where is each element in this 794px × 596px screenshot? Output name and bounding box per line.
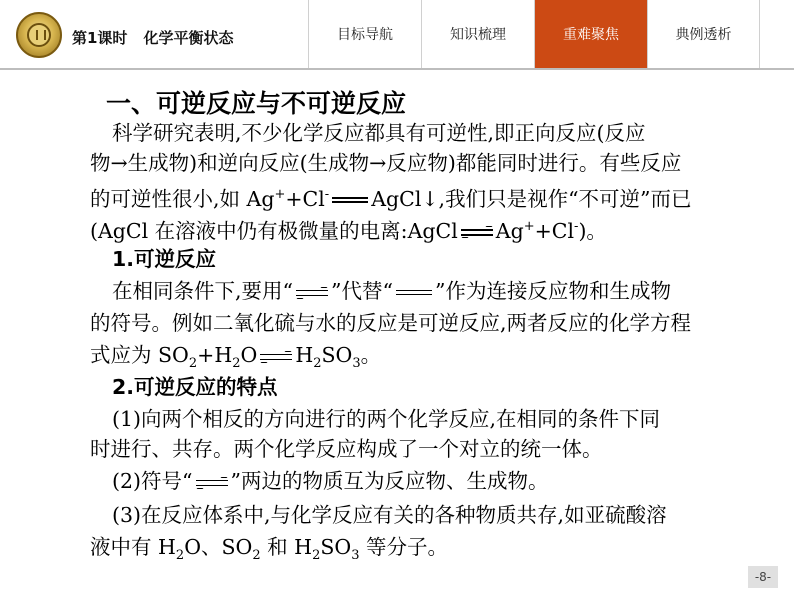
subsection-title: 1.可逆反应 (112, 247, 217, 271)
lesson-title (72, 27, 233, 48)
paragraph-line: 在相同条件下,要用“ ”代替“ ”作为连接反应物和生成物 (112, 279, 671, 303)
paragraph-line: (2)符号“ ”两边的物质互为反应物、生成物。 (112, 469, 549, 493)
section-heading: 一、可逆反应与不可逆反应 (106, 89, 407, 118)
paragraph-line: (3)在反应体系中,与化学反应有关的各种物质共存,如亚硫酸溶 (112, 503, 667, 527)
equals-sign-icon (394, 288, 434, 298)
school-logo-icon (16, 12, 62, 58)
page-number: -8- (748, 566, 778, 588)
paragraph-line: 的可逆性很小,如 Ag++Cl- AgCl↓,我们只是视作“不可逆”而已 (90, 186, 692, 211)
paragraph-line: 式应为 $SO_2+H_2O$ $H_2SO_3$。 (90, 343, 382, 372)
paragraph-line: (AgCl 在溶液中仍有极微量的电离:AgCl Ag++Cl-)。 (90, 218, 607, 243)
header-divider (0, 68, 794, 70)
paragraph-line: 液中有 $H_2O$、$SO_2$ 和 $H_2SO_3$ 等分子。 (90, 535, 449, 564)
tab-examples[interactable]: 典例透析 (647, 0, 760, 68)
paragraph-line: 时进行、共存。两个化学反应构成了一个对立的统一体。 (90, 437, 603, 461)
lesson-label: 第1课时 (72, 29, 128, 47)
reversible-arrow-icon (258, 351, 294, 363)
tab-objectives[interactable]: 目标导航 (308, 0, 421, 68)
reversible-arrow-icon (294, 287, 330, 299)
nav-tabs (308, 0, 760, 68)
tab-key-points[interactable]: 重难聚焦 (534, 0, 647, 68)
paragraph-line: (1)向两个相反的方向进行的两个化学反应,在相同的条件下同 (112, 407, 661, 431)
reversible-arrow-icon (194, 477, 230, 489)
paragraph-line: 的符号。例如二氧化硫与水的反应是可逆反应,两者反应的化学方程 (90, 311, 692, 335)
paragraph-line: 科学研究表明,不少化学反应都具有可逆性,即正向反应(反应 (112, 121, 646, 145)
equals-sign-icon (330, 195, 370, 205)
lesson-name: 化学平衡状态 (143, 29, 234, 47)
subsection-title: 2.可逆反应的特点 (112, 375, 278, 399)
header-bar (0, 0, 794, 70)
tab-knowledge[interactable]: 知识梳理 (421, 0, 534, 68)
reversible-arrow-icon (459, 226, 495, 238)
paragraph-line: 物→生成物)和逆向反应(生成物→反应物)都能同时进行。有些反应 (90, 151, 682, 175)
